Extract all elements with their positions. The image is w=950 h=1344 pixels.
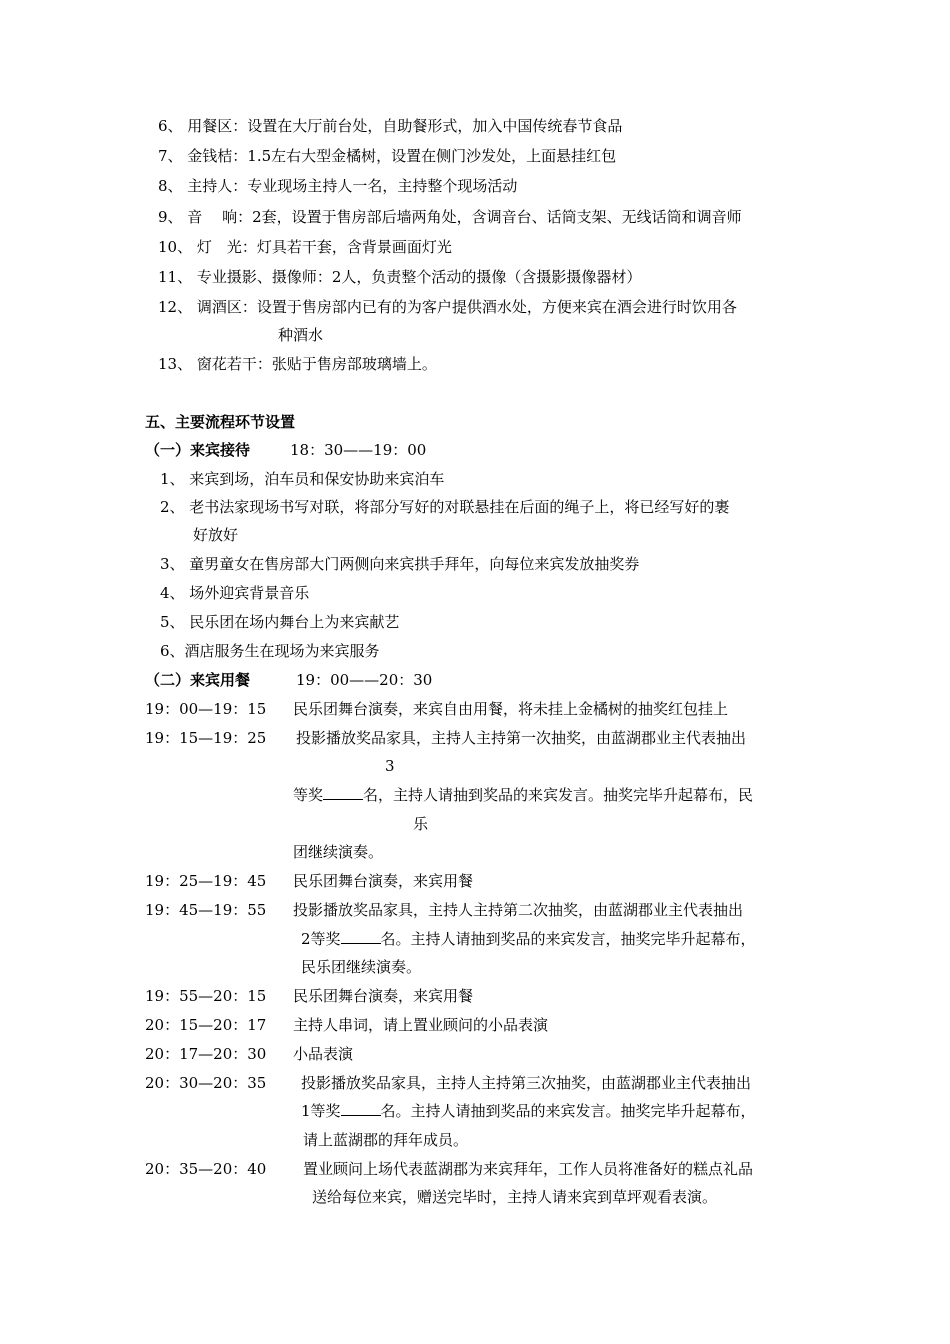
list-item-6: 6、 用餐区：设置在大厅前台处，自助餐形式，加入中国传统春节食品 [158, 117, 623, 135]
schedule-text: 团继续演奏。 [293, 843, 384, 861]
schedule-text: 等奖 [293, 786, 324, 804]
schedule-time: 19：25—19：45 [145, 872, 267, 890]
schedule-text: 民乐团舞台演奏，来宾自由用餐，将未挂上金橘树的抽奖红包挂上 [293, 700, 729, 718]
blank-underline [323, 785, 363, 800]
section-heading: 五、主要流程环节设置 [145, 413, 296, 431]
schedule-text-line [301, 929, 756, 949]
schedule-text: 送给每位来宾，赠送完毕时，主持人请来宾到草坪观看表演。 [312, 1188, 718, 1206]
reception-item-2-continued: 好放好 [193, 526, 239, 544]
schedule-text: 2等奖 [301, 930, 341, 948]
schedule-text: 1等奖 [301, 1102, 341, 1120]
reception-item-3: 3、 童男童女在售房部大门两侧向来宾拱手拜年，向每位来宾发放抽奖券 [160, 555, 640, 573]
schedule-text: 请上蓝湖郡的拜年成员。 [303, 1131, 469, 1149]
schedule-text: 投影播放奖品家具，主持人主持第三次抽奖，由蓝湖郡业主代表抽出 [301, 1074, 752, 1092]
reception-item-2: 2、 老书法家现场书写对联，将部分写好的对联悬挂在后面的绳子上，将已经写好的裹 [160, 498, 730, 516]
list-item-12: 12、 调酒区：设置于售房部内已有的为客户提供酒水处，方便来宾在酒会进行时饮用各 [158, 298, 737, 316]
schedule-text: 投影播放奖品家具，主持人主持第二次抽奖，由蓝湖郡业主代表抽出 [293, 901, 744, 919]
schedule-text: 置业顾问上场代表蓝湖郡为来宾拜年，工作人员将准备好的糕点礼品 [303, 1160, 754, 1178]
subsection-time-dining: 19：00——20：30 [296, 671, 433, 689]
list-item-11: 11、 专业摄影、摄像师：2人，负责整个活动的摄像（含摄影摄像器材） [158, 268, 642, 286]
list-item-7: 7、 金钱桔：1.5左右大型金橘树，设置在侧门沙发处，上面悬挂红包 [158, 147, 617, 165]
schedule-time: 19：55—20：15 [145, 987, 267, 1005]
list-item-9: 9、 音 响：2套，设置于售房部后墙两角处，含调音台、话筒支架、无线话筒和调音师 [158, 208, 742, 226]
schedule-text: 名。主持人请抽到奖品的来宾发言。抽奖完毕升起幕布， [380, 1102, 756, 1120]
schedule-text: 乐 [413, 815, 429, 833]
schedule-text: 3 [385, 757, 395, 775]
subsection-title-dining: （二）来宾用餐 [145, 671, 251, 689]
schedule-time: 19：45—19：55 [145, 901, 267, 919]
schedule-time: 19：15—19：25 [145, 729, 267, 747]
list-item-13: 13、 窗花若干：张贴于售房部玻璃墙上。 [158, 355, 437, 373]
reception-item-1: 1、 来宾到场，泊车员和保安协助来宾泊车 [160, 470, 445, 488]
list-item-8: 8、 主持人：专业现场主持人一名，主持整个现场活动 [158, 177, 518, 195]
blank-underline [341, 1101, 381, 1116]
subsection-time-reception: 18：30——19：00 [290, 441, 427, 459]
schedule-time: 20：30—20：35 [145, 1074, 267, 1092]
schedule-text: 名，主持人请抽到奖品的来宾发言。抽奖完毕升起幕布，民 [363, 786, 754, 804]
reception-item-4: 4、 场外迎宾背景音乐 [160, 584, 310, 602]
schedule-time: 20：15—20：17 [145, 1016, 267, 1034]
schedule-time: 19：00—19：15 [145, 700, 267, 718]
reception-item-6: 6、酒店服务生在现场为来宾服务 [160, 642, 380, 660]
reception-item-5: 5、 民乐团在场内舞台上为来宾献艺 [160, 613, 400, 631]
schedule-text: 名。主持人请抽到奖品的来宾发言，抽奖完毕升起幕布， [380, 930, 756, 948]
schedule-time: 20：17—20：30 [145, 1045, 267, 1063]
schedule-text: 主持人串词，请上置业顾问的小品表演 [293, 1016, 549, 1034]
blank-underline [341, 929, 381, 944]
schedule-text: 小品表演 [293, 1045, 354, 1063]
schedule-text: 民乐团继续演奏。 [301, 958, 422, 976]
schedule-text-line [301, 1101, 756, 1121]
list-item-12-continued: 种酒水 [278, 326, 324, 344]
schedule-text: 民乐团舞台演奏，来宾用餐 [293, 987, 474, 1005]
subsection-title-reception: （一）来宾接待 [145, 441, 251, 459]
schedule-text-line [293, 785, 753, 805]
schedule-text: 投影播放奖品家具，主持人主持第一次抽奖，由蓝湖郡业主代表抽出 [296, 729, 747, 747]
schedule-text: 民乐团舞台演奏，来宾用餐 [293, 872, 474, 890]
schedule-time: 20：35—20：40 [145, 1160, 267, 1178]
list-item-10: 10、 灯 光：灯具若干套，含背景画面灯光 [158, 238, 452, 256]
